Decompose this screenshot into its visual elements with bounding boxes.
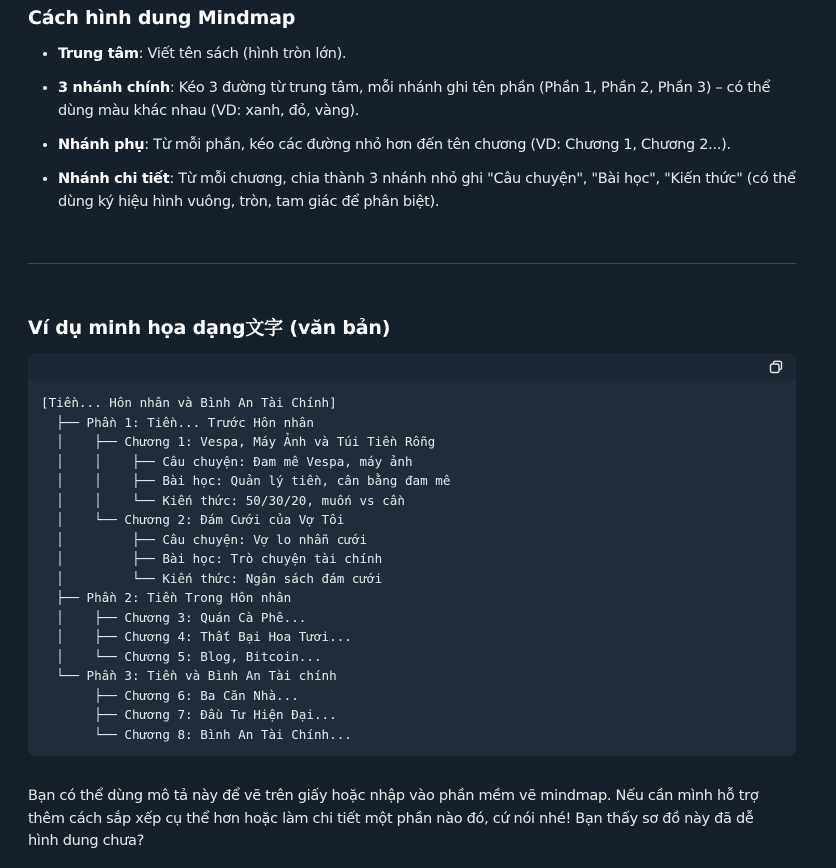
code-line: │ └── Chương 5: Blog, Bitcoin... — [41, 648, 322, 664]
code-line: ├── Phần 2: Tiền Trong Hôn nhân — [41, 590, 292, 605]
code-line: │ │ ├── Câu chuyện: Đam mê Vespa, máy ảnh — [41, 453, 413, 469]
bullet-label: Nhánh chi tiết — [58, 171, 170, 187]
code-line: │ │ ├── Bài học: Quản lý tiền, cân bằng đam mê — [41, 473, 451, 488]
code-line: │ ├── Chương 3: Quán Cà Phê... — [41, 609, 307, 625]
code-line: [Tiền... Hôn nhân và Bình An Tài Chính] — [41, 395, 337, 410]
list-item — [58, 43, 798, 66]
horizontal-divider — [28, 263, 796, 264]
bullet-label: Nhánh phụ — [58, 137, 145, 153]
list-item — [58, 168, 798, 214]
bullet-text: : Từ mỗi chương, chia thành 3 nhánh nhỏ ghi "Câu chuyện", "Bài học", "Kiến thức" (có thể dùng ký hiệu hình vuông, tròn, tam giác để phân biệt). — [58, 171, 796, 210]
code-line: │ │ └── Kiến thức: 50/30/20, muốn vs cần — [41, 492, 405, 508]
code-line: │ ├── Chương 4: Thất Bại Hoa Tươi... — [41, 629, 352, 644]
code-line: │ └── Kiến thức: Ngân sách đám cưới — [41, 570, 383, 586]
code-line: └── Chương 8: Bình An Tài Chính... — [41, 726, 352, 742]
code-text — [28, 381, 796, 744]
code-line: │ ├── Câu chuyện: Vợ lo nhẫn cưới — [41, 531, 368, 547]
closing-paragraph: Bạn có thể dùng mô tả này để vẽ trên giấy hoặc nhập vào phần mềm vẽ mindmap. Nếu cần mình hỗ trợ thêm cách sắp xếp cụ thể hơn hoặc làm chi tiết một phần nào đó, cứ nói nhé! Bạn thấy sơ đồ này đã dễ hình dung chưa? — [28, 788, 759, 849]
code-block — [28, 353, 796, 756]
section-title-mindmap: Cách hình dung Mindmap — [28, 7, 296, 29]
list-item — [58, 134, 798, 157]
code-line: │ ├── Chương 1: Vespa, Máy Ảnh và Túi Tiền Rỗng — [41, 434, 436, 449]
mindmap-bullet-list — [28, 43, 798, 225]
code-line: ├── Chương 6: Ba Căn Nhà... — [41, 687, 299, 703]
code-line: ├── Chương 7: Đầu Tư Hiện Đại... — [41, 707, 337, 722]
code-line: ├── Phần 1: Tiền... Trước Hôn nhân — [41, 414, 314, 430]
code-block-header — [28, 353, 796, 381]
bullet-label: Trung tâm — [58, 46, 139, 62]
code-line: │ ├── Bài học: Trò chuyện tài chính — [41, 551, 383, 566]
code-line: │ └── Chương 2: Đám Cưới của Vợ Tôi — [41, 512, 345, 527]
bullet-text: : Viết tên sách (hình tròn lớn). — [138, 46, 347, 62]
list-item — [58, 77, 798, 123]
bullet-text: : Từ mỗi phần, kéo các đường nhỏ hơn đến tên chương (VD: Chương 1, Chương 2...). — [144, 137, 731, 153]
code-line: └── Phần 3: Tiền và Bình An Tài chính — [41, 668, 337, 683]
copy-icon[interactable] — [768, 359, 784, 375]
section-title-example: Ví dụ minh họa dạng文字 (văn bản) — [28, 317, 391, 339]
bullet-text: : Kéo 3 đường từ trung tâm, mỗi nhánh ghi tên phần (Phần 1, Phần 2, Phần 3) – có thể dùng màu khác nhau (VD: xanh, đỏ, vàng). — [58, 80, 771, 119]
bullet-label: 3 nhánh chính — [58, 80, 170, 96]
